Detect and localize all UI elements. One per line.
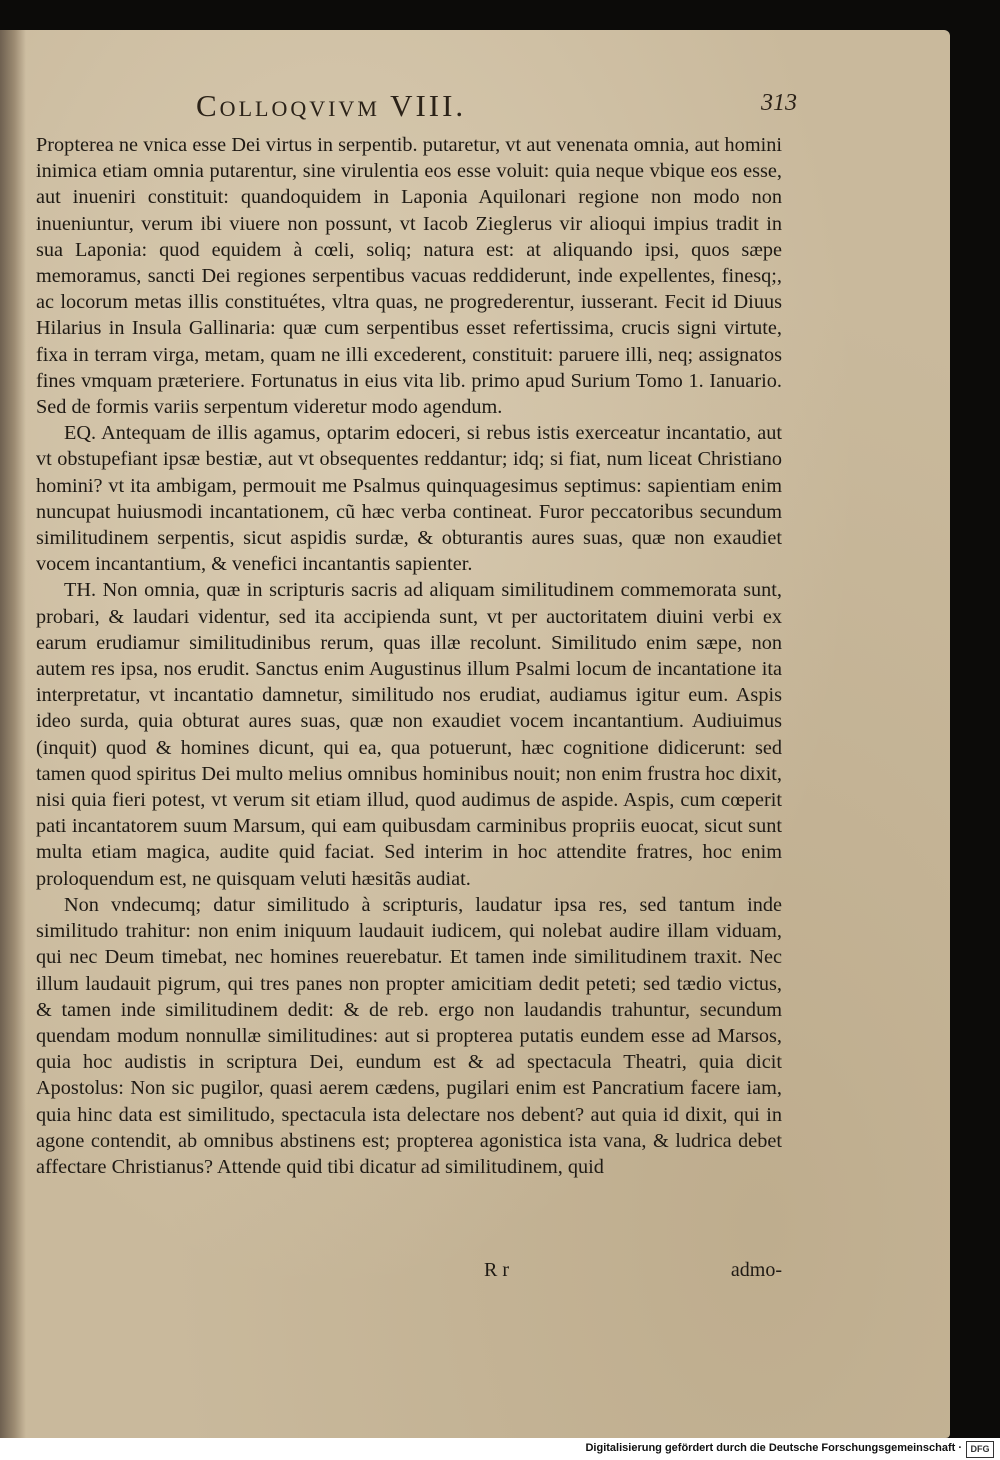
paragraph: EQ. Antequam de illis agamus, optarim edoceri, si rebus istis exerceatur incantatio, aut vt obstupefiant ipsæ bestiæ, aut vt obsequentes reddantur; idq; si fiat, num liceat Christiano homini? vt ita ambigam, permouit me Psalmus quinquagesimus septimus: sapientiam enim nuncupat huiusmodi incantationem, cũ hæc verba contineat. Furor peccatoribus secundum similitudinem serpentis, sicut aspidis surdæ, & obturantis aures suas, quæ non exaudiet vocem incantantium, & venefici incantantis sapienter. bbox=[36, 422, 782, 576]
body-text bbox=[36, 132, 782, 1180]
digitization-credit-bar bbox=[0, 1438, 1000, 1460]
page-footer bbox=[36, 1259, 782, 1289]
signature-mark: R r bbox=[484, 1259, 509, 1281]
page-header bbox=[36, 88, 797, 128]
page-gutter-shadow bbox=[0, 30, 26, 1438]
book-page bbox=[0, 30, 950, 1438]
catchword: admo- bbox=[730, 1259, 782, 1281]
dfg-logo-icon: DFG bbox=[966, 1441, 994, 1458]
paragraph: TH. Non omnia, quæ in scripturis sacris ad aliquam similitudinem commemorata sunt, probari, & laudari videntur, sed ita accipienda sunt, vt per auctoritatem diuini verbi ex earum erudiamur similitudinibus rerum, quas illæ recolunt. Similitudo enim sæpe, non autem res ipsa, nos erudit. Sanctus enim Augustinus illum Psalmi locum de incantatione ita interpretatur, vt incantatio damnetur, similitudo nos erudiat, audiamus igitur eum. Aspis ideo surda, quia obturat aures suas, quæ non exaudiet vocem incantantium. Audiuimus (inquit) quod & homines dicunt, qui ea, qua potuerunt, hæc cognitione didicerunt: sed tamen quod spiritus Dei multo melius omnibus hominibus nouit; non enim frustra hoc dixit, nisi quia fieri potest, vt verum sit etiam illud, quod audimus de aspide. Aspis, cum cœperit pati incantatorem suum Marsum, qui eam quibusdam carminibus propriis euocat, sicut sunt multa etiam magica, audite quid faciat. Sed interim in hoc attendite fratres, hoc enim proloquendum est, ne quisquam veluti hæsitãs audiat. bbox=[36, 579, 782, 890]
page-number: 313 bbox=[761, 90, 797, 116]
credit-text: Digitalisierung gefördert durch die Deutsche Forschungsgemeinschaft · bbox=[585, 1442, 962, 1454]
paragraph: Non vndecumq; datur similitudo à scripturis, laudatur ipsa res, sed tantum inde similitudo trahitur: non enim iniquum laudauit iudicem, qui nolebat audire illam viduam, qui nec Deum timebat, nec homines reuerebatur. Et tamen inde similitudinem traxit. Nec illum laudauit pigrum, qui tres panes non propter amicitiam dedit peteti; sed tædio victus, & tamen inde similitudinem dedit: & de reb. ergo non laudandis trahuntur, secundum quendam modum nonnullæ similitudines: aut si propterea putatis eundem esse ad Marsos, quia hoc audistis in scriptura Dei, eundum est & ad spectacula Theatri, quia dicit Apostolus: Non sic pugilor, quasi aerem cædens, pugilari enim est Pancratium facere iam, quia hinc data est similitudo, spectacula ista delectare nos debent? aut quia id dixit, qui in agone contendit, ab omnibus abstinens est; propterea agonistica ista vana, & ludrica debet affectare Christianus? Attende quid tibi dicatur ad similitudinem, quid bbox=[36, 893, 782, 1178]
running-title: Colloqvivm VIII. bbox=[196, 88, 467, 123]
paragraph: Propterea ne vnica esse Dei virtus in serpentib. putaretur, vt aut venenata omnia, aut homini inimica etiam omnia putarentur, sine virulentia eos esse voluit: quia neque vbique eos esse, aut inueniri constituit: quandoquidem in Laponia Aquilonari regione non modo non inueniuntur, verum ibi viuere non possunt, vt Iacob Zieglerus vir alioqui impius tradit in sua Laponia: quod equidem à cœli, soliq; natura est: at aliquando ipsi, quos sæpe memoramus, sancti Dei regiones serpentibus vacuas reddiderunt, inde expellentes, finesq;, ac locorum metas illis constituétes, vltra quas, ne progrederentur, iusserant. Fecit id Diuus Hilarius in Insula Gallinaria: quæ cum serpentibus esset refertissima, crucis signi virtute, fixa in terram virga, metam, quam ne illi excederent, constituit: paruere illi, neq; assignatos fines vmquam præteriere. Fortunatus in eius vita lib. primo apud Surium Tomo 1. Ianuario. Sed de formis variis serpentum videretur modo agendum. bbox=[36, 134, 782, 419]
